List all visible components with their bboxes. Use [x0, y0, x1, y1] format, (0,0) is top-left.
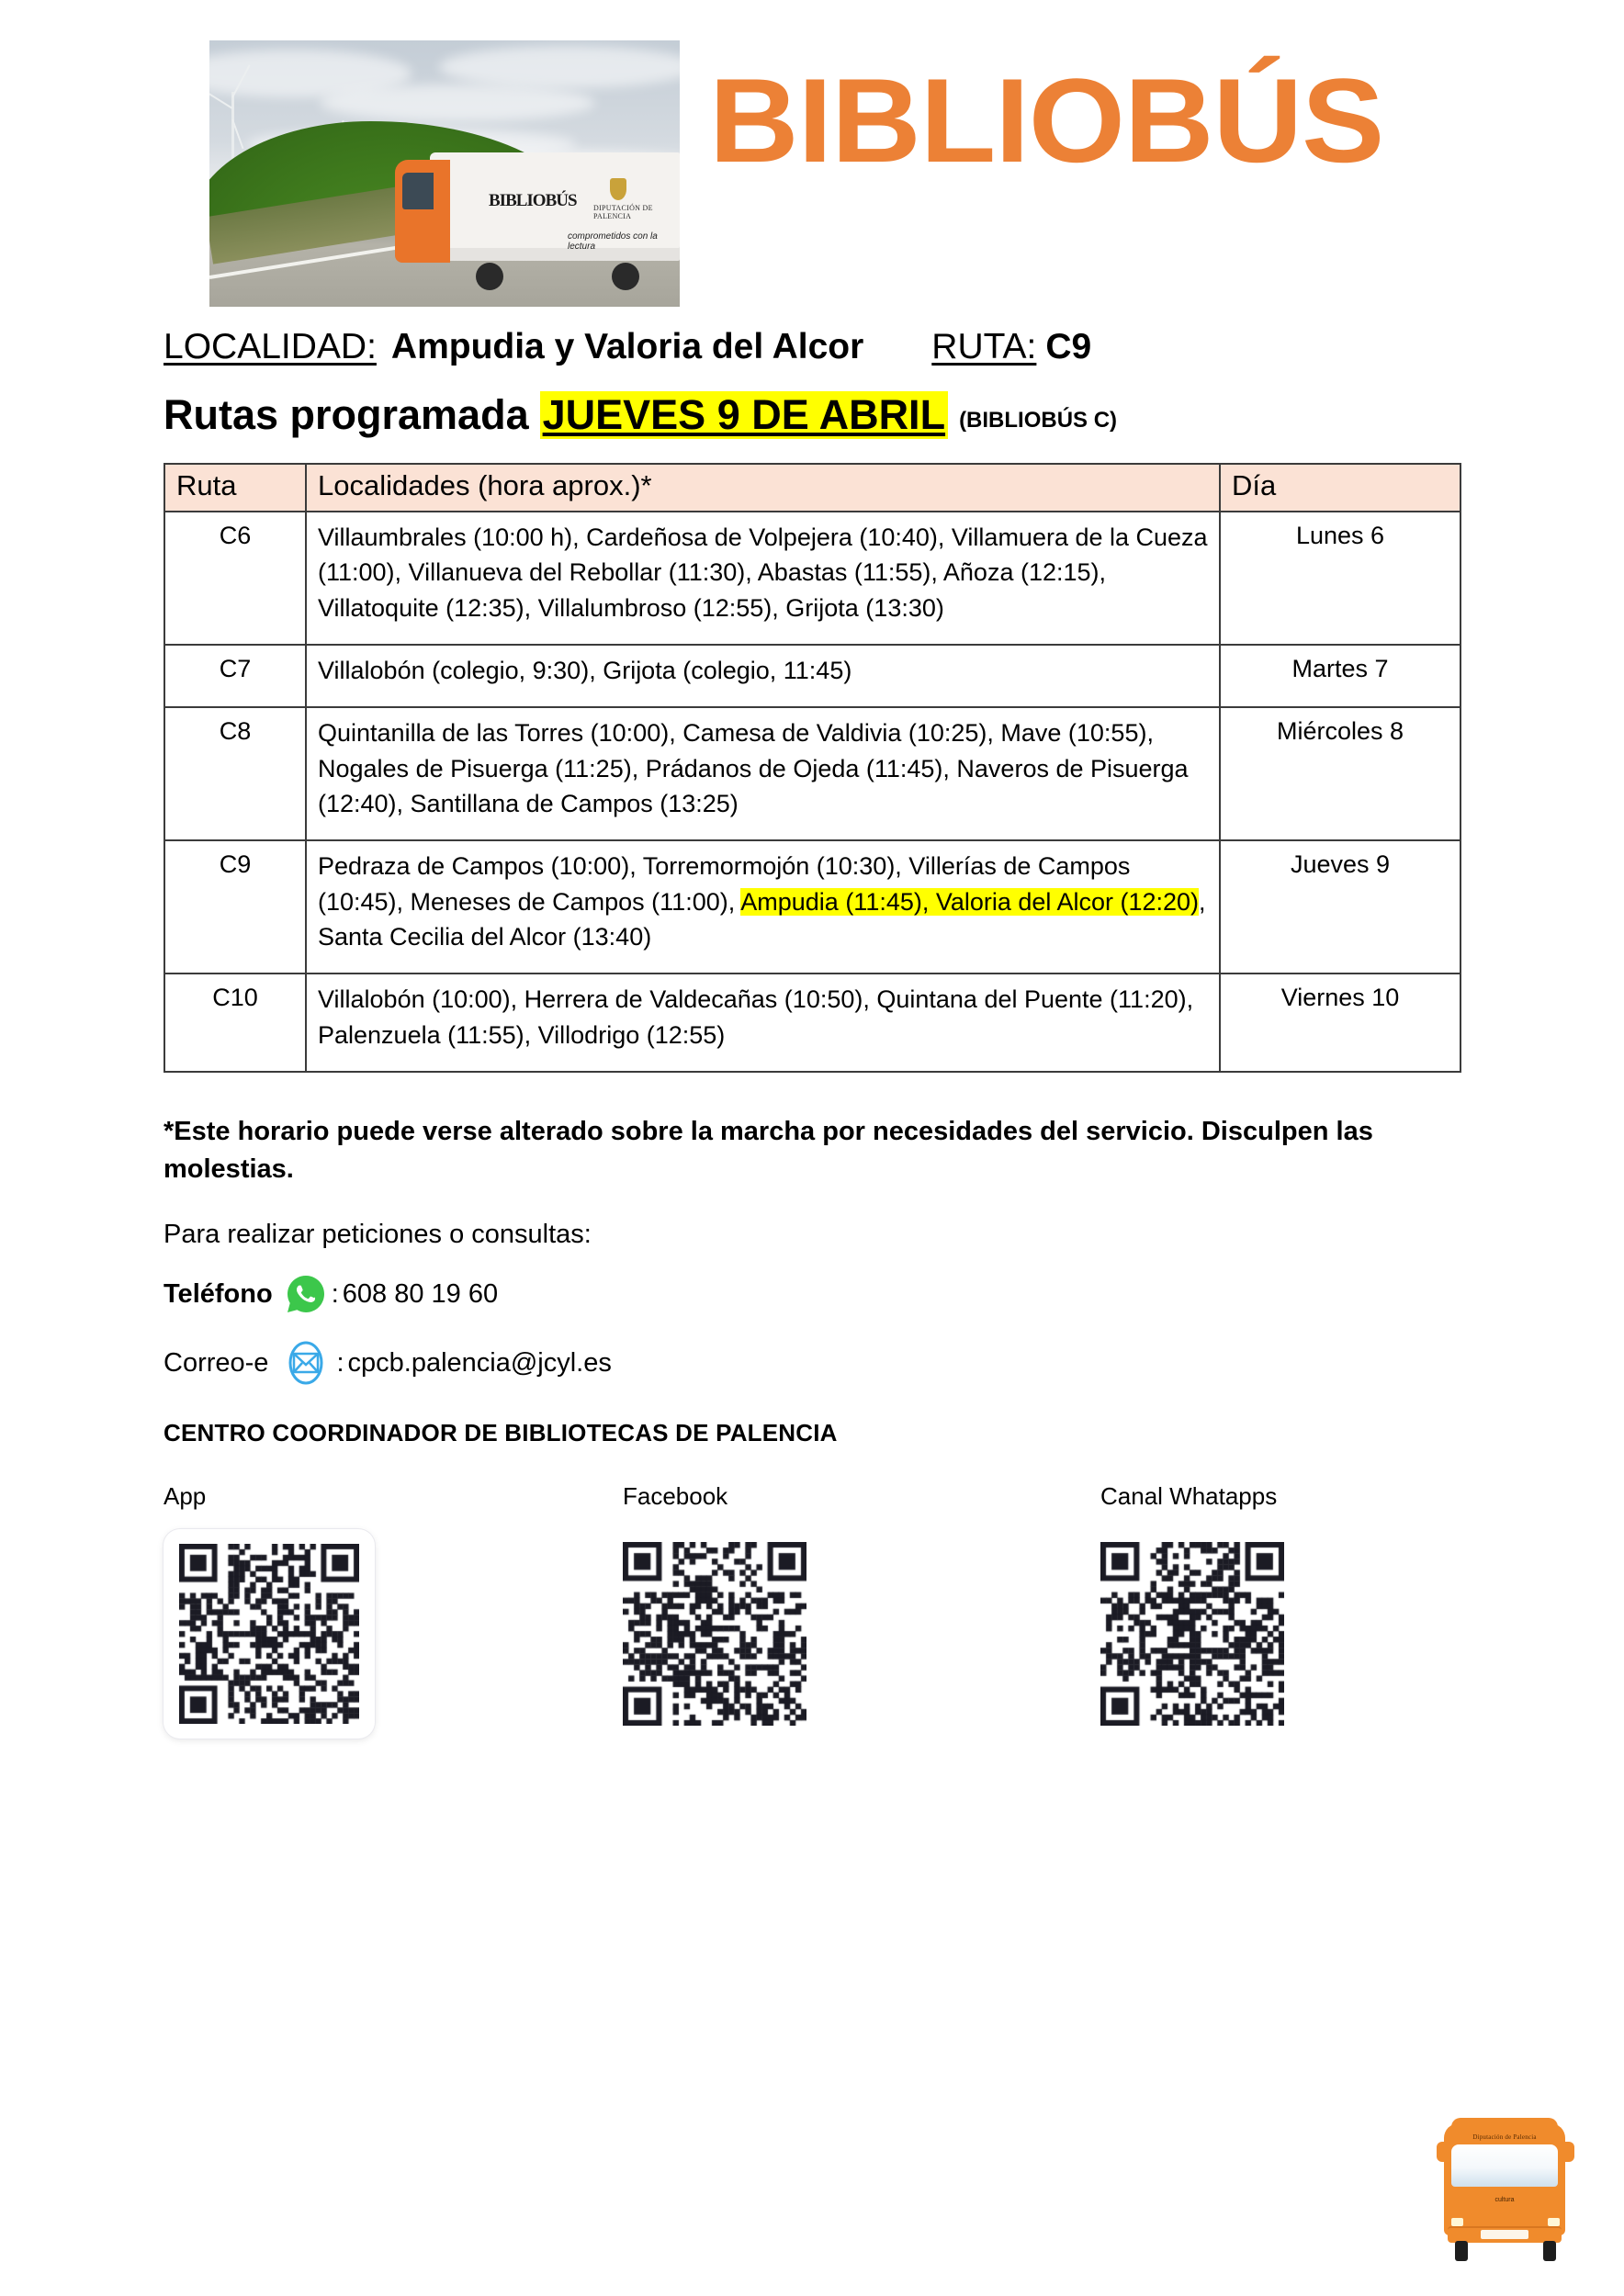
bus-mirror-left	[1437, 2142, 1449, 2162]
localidades-before: Pedraza de Campos (10:00), Torremormojón (10:30), Villerías de Campos (10:45), Meneses de Campos (11:00),	[318, 852, 1131, 916]
qr-slot-facebook	[623, 1529, 1100, 1739]
qr-app[interactable]	[179, 1544, 359, 1724]
table-row	[164, 645, 1460, 707]
cell-dia: Miércoles 8	[1220, 707, 1460, 840]
phone-separator: :	[331, 1278, 339, 1309]
brand-title-wrap	[680, 40, 1624, 187]
cell-dia: Martes 7	[1220, 645, 1460, 707]
subtitle-prefix: Rutas programada	[164, 391, 529, 438]
email-line	[164, 1338, 1624, 1388]
schedule-table	[164, 463, 1461, 1073]
organization-name: CENTRO COORDINADOR DE BIBLIOTECAS DE PALENCIA	[164, 1419, 838, 1447]
requests-intro: Para realizar peticiones o consultas:	[164, 1220, 592, 1250]
column-header-localidades: Localidades (hora aprox.)*	[306, 464, 1220, 512]
schedule-subtitle	[164, 391, 1624, 439]
email-value: cpcb.palencia@jcyl.es	[347, 1347, 612, 1378]
cell-localidades: Villalobón (colegio, 9:30), Grijota (colegio, 11:45)	[306, 645, 1220, 707]
bus-license-plate	[1481, 2230, 1528, 2239]
bus-wheel-right	[1543, 2241, 1556, 2261]
bus-windshield	[1451, 2144, 1558, 2187]
table-row	[164, 707, 1460, 840]
subtitle-suffix: (BIBLIOBÚS C)	[959, 408, 1118, 433]
cell-localidades: Villalobón (10:00), Herrera de Valdecañas (10:50), Quintana del Puente (11:20), Palenzuela (11:55), Villodrigo (12:55)	[306, 974, 1220, 1072]
cell-dia: Jueves 9	[1220, 840, 1460, 974]
cell-ruta: C10	[164, 974, 306, 1072]
bus-headlight-right	[1548, 2218, 1560, 2226]
cell-ruta: C8	[164, 707, 306, 840]
schedule-disclaimer: *Este horario puede verse alterado sobre la marcha por necesidades del servicio. Disculpen las molestias.	[164, 1116, 1373, 1185]
qr-slot-app	[164, 1529, 623, 1739]
qr-labels-row	[164, 1482, 1468, 1511]
qr-whatsapp-channel[interactable]	[1100, 1542, 1284, 1726]
cell-ruta: C9	[164, 840, 306, 974]
localidad-value: Ampudia y Valoria del Alcor	[390, 327, 864, 366]
table-header-row	[164, 464, 1460, 512]
qr-label-app: App	[164, 1482, 207, 1511]
bus-logo	[1420, 2092, 1591, 2263]
bibliobus-photo	[209, 40, 680, 307]
table-row	[164, 512, 1460, 645]
localidades-highlight: Ampudia (11:45), Valoria del Alcor (12:20)	[740, 887, 1200, 916]
ruta-label: RUTA:	[931, 327, 1037, 366]
qr-card-app	[164, 1529, 375, 1739]
bus-mirror-right	[1562, 2142, 1574, 2162]
column-header-dia: Día	[1220, 464, 1460, 512]
cell-ruta: C6	[164, 512, 306, 645]
qr-label-facebook: Facebook	[623, 1482, 728, 1511]
page-title: BIBLIOBÚS	[709, 53, 1384, 187]
email-separator: :	[336, 1347, 344, 1378]
localidad-route-line	[164, 327, 1624, 367]
cell-localidades: Villaumbrales (10:00 h), Cardeñosa de Volpejera (10:40), Villamuera de la Cueza (11:00), Villanueva del Rebollar (11:30), Abastas (11:55), Añoza (12:15), Villatoquite (12:35), Villalumbroso (12:55), Grijota (13:30)	[306, 512, 1220, 645]
cell-localidades	[306, 840, 1220, 974]
cell-ruta: C7	[164, 645, 306, 707]
localidades-after: , Santa Cecilia del Alcor (13:40)	[318, 887, 1206, 951]
cell-dia: Viernes 10	[1220, 974, 1460, 1072]
cell-dia: Lunes 6	[1220, 512, 1460, 645]
localidad-label: LOCALIDAD:	[164, 327, 377, 366]
bus-headlight-left	[1451, 2218, 1463, 2226]
poster-header	[0, 0, 1624, 307]
cell-localidades: Quintanilla de las Torres (10:00), Camesa de Valdivia (10:25), Mave (10:55), Nogales de Pisuerga (11:25), Prádanos de Ojeda (11:45), Naveros de Pisuerga (12:40), Santillana de Campos (13:25)	[306, 707, 1220, 840]
qr-facebook[interactable]	[623, 1542, 806, 1726]
table-row-highlighted	[164, 840, 1460, 974]
envelope-icon	[281, 1338, 331, 1388]
phone-label: Teléfono	[164, 1278, 273, 1309]
subtitle-highlight-date: JUEVES 9 DE ABRIL	[540, 391, 948, 439]
whatsapp-icon	[286, 1274, 326, 1314]
bus-logo-grill: cultura	[1457, 2188, 1552, 2212]
qr-label-whatsapp-channel: Canal Whatapps	[1100, 1482, 1278, 1511]
qr-codes-row	[164, 1529, 1468, 1739]
ruta-value: C9	[1045, 327, 1092, 366]
email-label: Correo-e	[164, 1347, 269, 1378]
phone-value: 608 80 19 60	[342, 1278, 499, 1309]
bus-logo-banner: Diputación de Palencia	[1455, 2131, 1554, 2143]
column-header-ruta: Ruta	[164, 464, 306, 512]
qr-slot-whatsapp-channel	[1100, 1529, 1468, 1739]
bus-in-photo: BIBLIOBÚS DIPUTACIÓN DE PALENCIA comprometidos con la lectura	[395, 152, 680, 290]
bus-wheel-left	[1455, 2241, 1468, 2261]
phone-line	[164, 1274, 1624, 1314]
table-row	[164, 974, 1460, 1072]
